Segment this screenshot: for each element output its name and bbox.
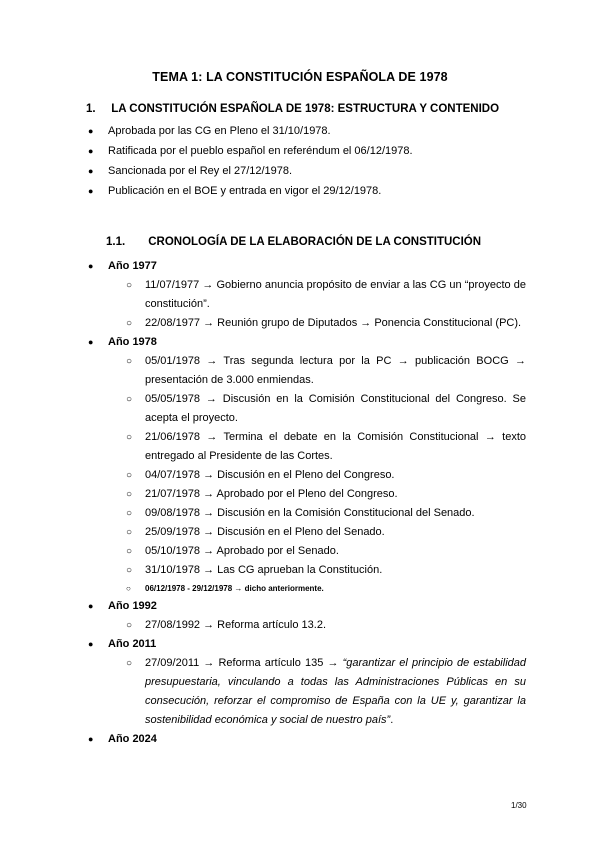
event-item xyxy=(86,314,526,333)
bullet-dot-icon: ● xyxy=(88,126,94,136)
page-number: 1/30 xyxy=(511,801,527,810)
event-item xyxy=(86,428,526,466)
bullet-item: ● Publicación en el BOE y entrada en vigor el 29/12/1978. xyxy=(86,181,413,201)
event-item xyxy=(86,390,526,428)
section-1-1-heading xyxy=(106,236,481,248)
event-text: 25/09/1978 → Discusión en el Pleno del Senado. xyxy=(145,526,385,538)
event-item xyxy=(86,485,526,504)
year-heading xyxy=(86,597,526,616)
event-text: 05/01/1978 → Tras segunda lectura por la PC → publicación BOCG → presentación de 3.000 enmiendas. xyxy=(145,355,526,386)
event-text: 05/10/1978 → Aprobado por el Senado. xyxy=(145,545,339,557)
circle-bullet-icon: ○ xyxy=(126,584,131,593)
section-number: 1.1. xyxy=(106,236,126,248)
event-item xyxy=(86,561,526,580)
year-label: Año 2024 xyxy=(108,733,157,745)
bullet-dot-icon: ● xyxy=(88,337,94,347)
year-label: Año 1978 xyxy=(108,336,157,348)
bullet-item: ● Aprobada por las CG en Pleno el 31/10/1978. xyxy=(86,121,413,141)
event-item xyxy=(86,616,526,635)
bullet-dot-icon: ● xyxy=(88,146,94,156)
circle-bullet-icon: ○ xyxy=(126,508,133,519)
circle-bullet-icon: ○ xyxy=(126,318,133,329)
circle-bullet-icon: ○ xyxy=(126,489,133,500)
event-text: 27/08/1992 → Reforma artículo 13.2. xyxy=(145,619,326,631)
bullet-dot-icon: ● xyxy=(88,734,94,744)
event-text: 27/09/2011 → Reforma artículo 135 → xyxy=(145,657,343,669)
event-item xyxy=(86,352,526,390)
event-item xyxy=(86,466,526,485)
circle-bullet-icon: ○ xyxy=(126,470,133,481)
bullet-dot-icon: ● xyxy=(88,166,94,176)
circle-bullet-icon: ○ xyxy=(126,432,133,443)
event-text: 06/12/1978 - 29/12/1978 → dicho anteriormente. xyxy=(145,584,324,593)
year-events xyxy=(86,276,526,333)
year-heading xyxy=(86,730,526,749)
year-events xyxy=(86,654,526,730)
event-text: 21/07/1978 → Aprobado por el Pleno del Congreso. xyxy=(145,488,398,500)
circle-bullet-icon: ○ xyxy=(126,565,133,576)
section-heading-text: CRONOLOGÍA DE LA ELABORACIÓN DE LA CONSTITUCIÓN xyxy=(148,236,482,248)
year-label: Año 1977 xyxy=(108,260,157,272)
event-item xyxy=(86,523,526,542)
event-text: 09/08/1978 → Discusión en la Comisión Constitucional del Senado. xyxy=(145,507,475,519)
event-item xyxy=(86,542,526,561)
bullet-item: ● Sancionada por el Rey el 27/12/1978. xyxy=(86,161,413,181)
chronology-list xyxy=(86,257,526,749)
bullet-item: ● Ratificada por el pueblo español en referéndum el 06/12/1978. xyxy=(86,141,413,161)
document-title: TEMA 1: LA CONSTITUCIÓN ESPAÑOLA DE 1978 xyxy=(152,70,448,84)
section-heading-text: LA CONSTITUCIÓN ESPAÑOLA DE 1978: ESTRUCTURA Y CONTENIDO xyxy=(111,103,500,115)
circle-bullet-icon: ○ xyxy=(126,280,133,291)
year-heading xyxy=(86,635,526,654)
circle-bullet-icon: ○ xyxy=(126,620,133,631)
bullet-dot-icon: ● xyxy=(88,186,94,196)
year-heading xyxy=(86,333,526,352)
event-text: 04/07/1978 → Discusión en el Pleno del Congreso. xyxy=(145,469,395,481)
bullet-dot-icon: ● xyxy=(88,639,94,649)
event-item xyxy=(86,654,526,730)
event-item xyxy=(86,580,526,597)
circle-bullet-icon: ○ xyxy=(126,527,133,538)
circle-bullet-icon: ○ xyxy=(126,546,133,557)
section-1-bullets xyxy=(86,121,413,201)
bullet-dot-icon: ● xyxy=(88,601,94,611)
year-label: Año 2011 xyxy=(108,638,157,650)
event-item xyxy=(86,276,526,314)
event-tail: . xyxy=(390,714,394,726)
bullet-dot-icon: ● xyxy=(88,261,94,271)
event-text: 11/07/1977 → Gobierno anuncia propósito de enviar a las CG un “proyecto de constitución”. xyxy=(145,279,526,310)
section-number: 1. xyxy=(86,103,96,115)
section-1-heading xyxy=(86,103,499,115)
year-label: Año 1992 xyxy=(108,600,157,612)
event-text: 21/06/1978 → Termina el debate en la Comisión Constitucional → texto entregado al Presidente de las Cortes. xyxy=(145,431,526,462)
year-events xyxy=(86,616,526,635)
event-text: 31/10/1978 → Las CG aprueban la Constitución. xyxy=(145,564,383,576)
circle-bullet-icon: ○ xyxy=(126,356,133,367)
event-text: 05/05/1978 → Discusión en la Comisión Constitucional del Congreso. Se acepta el proyecto. xyxy=(145,393,526,424)
circle-bullet-icon: ○ xyxy=(126,658,133,669)
year-events xyxy=(86,352,526,597)
circle-bullet-icon: ○ xyxy=(126,394,133,405)
event-text: 22/08/1977 → Reunión grupo de Diputados → Ponencia Constitucional (PC). xyxy=(145,317,522,329)
year-heading xyxy=(86,257,526,276)
event-quote: “garantizar el principio de estabilidad presupuestaria, vinculando a todas las Administraciones Públicas en su consecución, reforzar el compromiso de España con la UE y, garantizar la sostenibilidad económica y social de nuestro país” xyxy=(145,657,526,726)
event-item xyxy=(86,504,526,523)
